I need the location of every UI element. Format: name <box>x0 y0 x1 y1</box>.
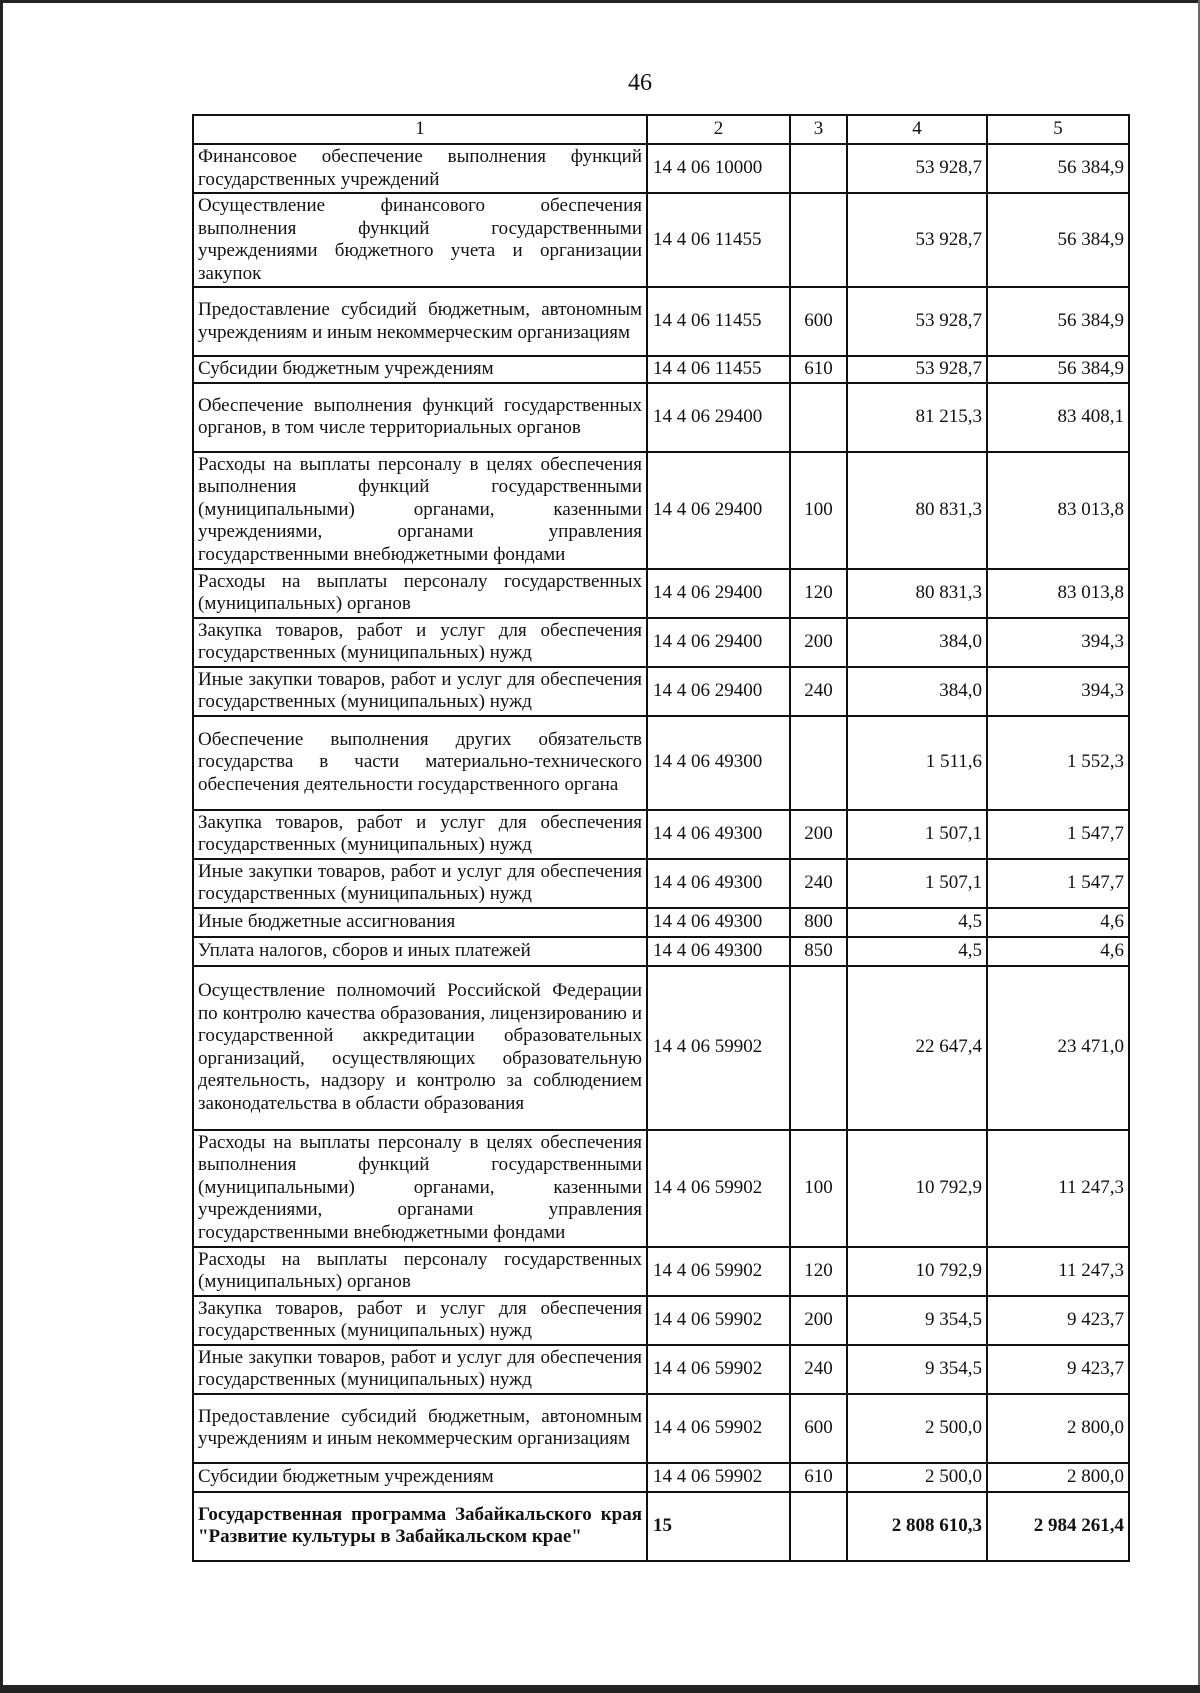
amount-year-2-cell: 4,6 <box>987 908 1129 937</box>
expense-type-cell: 850 <box>790 937 847 966</box>
expense-name-cell: Закупка товаров, работ и услуг для обеспечения государственных (муниципальных) нужд <box>193 1296 647 1345</box>
amount-year-2-cell: 56 384,9 <box>987 193 1129 287</box>
amount-year-2-cell: 9 423,7 <box>987 1296 1129 1345</box>
target-code-cell: 14 4 06 10000 <box>647 144 790 193</box>
table-row <box>193 1463 1129 1492</box>
expense-name-cell: Расходы на выплаты персоналу государственных (муниципальных) органов <box>193 569 647 618</box>
amount-year-1-cell: 2 500,0 <box>847 1394 987 1463</box>
header-col-3: 3 <box>790 115 847 144</box>
amount-year-1-cell: 2 500,0 <box>847 1463 987 1492</box>
expense-type-cell <box>790 144 847 193</box>
amount-year-1-cell: 53 928,7 <box>847 144 987 193</box>
amount-year-1-cell: 384,0 <box>847 667 987 716</box>
table-row <box>193 287 1129 356</box>
amount-year-1-cell: 22 647,4 <box>847 966 987 1130</box>
amount-year-2-cell: 1 552,3 <box>987 716 1129 810</box>
page-number: 46 <box>628 70 652 96</box>
expense-type-cell <box>790 193 847 287</box>
target-code-cell: 14 4 06 49300 <box>647 810 790 859</box>
expense-name-cell: Иные закупки товаров, работ и услуг для обеспечения государственных (муниципальных) нужд <box>193 1345 647 1394</box>
target-code-cell: 14 4 06 59902 <box>647 1463 790 1492</box>
amount-year-2-cell: 83 408,1 <box>987 383 1129 452</box>
expense-type-cell: 240 <box>790 667 847 716</box>
amount-year-1-cell: 1 507,1 <box>847 810 987 859</box>
expense-type-cell: 600 <box>790 1394 847 1463</box>
table-row <box>193 193 1129 287</box>
target-code-cell: 14 4 06 59902 <box>647 1345 790 1394</box>
scan-edge-top <box>0 0 1200 3</box>
table-row <box>193 908 1129 937</box>
expense-name-cell: Расходы на выплаты персоналу в целях обеспечения выполнения функций государственными (муниципальными) органами, казенными учреждениями, органами управления государственными внебюджетными фондами <box>193 1130 647 1247</box>
amount-year-2-cell: 2 800,0 <box>987 1394 1129 1463</box>
expense-type-cell <box>790 966 847 1130</box>
target-code-cell: 14 4 06 49300 <box>647 859 790 908</box>
table-row <box>193 966 1129 1130</box>
expense-type-cell: 610 <box>790 356 847 383</box>
target-code-cell: 14 4 06 29400 <box>647 618 790 667</box>
expense-name-cell: Обеспечение выполнения других обязательств государства в части материально-технического обеспечения деятельности государственного органа <box>193 716 647 810</box>
table-row <box>193 383 1129 452</box>
amount-year-2-cell: 4,6 <box>987 937 1129 966</box>
target-code-cell: 14 4 06 29400 <box>647 569 790 618</box>
expense-name-cell: Закупка товаров, работ и услуг для обеспечения государственных (муниципальных) нужд <box>193 618 647 667</box>
expense-type-cell: 100 <box>790 452 847 569</box>
amount-year-2-cell: 2 800,0 <box>987 1463 1129 1492</box>
expense-name-cell: Уплата налогов, сборов и иных платежей <box>193 937 647 966</box>
table-row <box>193 716 1129 810</box>
amount-year-2-cell: 11 247,3 <box>987 1130 1129 1247</box>
header-col-1: 1 <box>193 115 647 144</box>
amount-year-1-cell: 10 792,9 <box>847 1247 987 1296</box>
target-code-cell: 14 4 06 59902 <box>647 1130 790 1247</box>
amount-year-1-cell: 10 792,9 <box>847 1130 987 1247</box>
header-col-4: 4 <box>847 115 987 144</box>
expense-type-cell: 610 <box>790 1463 847 1492</box>
expense-type-cell: 600 <box>790 287 847 356</box>
amount-year-2-cell: 11 247,3 <box>987 1247 1129 1296</box>
expense-type-cell <box>790 383 847 452</box>
amount-year-1-cell: 81 215,3 <box>847 383 987 452</box>
table-row <box>193 618 1129 667</box>
table-row <box>193 452 1129 569</box>
target-code-cell: 14 4 06 29400 <box>647 383 790 452</box>
amount-year-1-cell: 2 808 610,3 <box>847 1492 987 1561</box>
amount-year-2-cell: 1 547,7 <box>987 859 1129 908</box>
amount-year-2-cell: 394,3 <box>987 667 1129 716</box>
expense-name-cell: Иные бюджетные ассигнования <box>193 908 647 937</box>
target-code-cell: 14 4 06 29400 <box>647 452 790 569</box>
expense-name-cell: Обеспечение выполнения функций государственных органов, в том числе территориальных органов <box>193 383 647 452</box>
table-body <box>193 144 1129 1561</box>
amount-year-1-cell: 1 511,6 <box>847 716 987 810</box>
amount-year-1-cell: 53 928,7 <box>847 356 987 383</box>
amount-year-1-cell: 9 354,5 <box>847 1345 987 1394</box>
table-row <box>193 859 1129 908</box>
table-row <box>193 1394 1129 1463</box>
expense-type-cell <box>790 716 847 810</box>
expense-name-cell: Финансовое обеспечение выполнения функций государственных учреждений <box>193 144 647 193</box>
target-code-cell: 14 4 06 49300 <box>647 716 790 810</box>
target-code-cell: 15 <box>647 1492 790 1561</box>
amount-year-2-cell: 394,3 <box>987 618 1129 667</box>
amount-year-1-cell: 4,5 <box>847 937 987 966</box>
table-row <box>193 1130 1129 1247</box>
expense-type-cell: 240 <box>790 1345 847 1394</box>
amount-year-2-cell: 56 384,9 <box>987 144 1129 193</box>
target-code-cell: 14 4 06 59902 <box>647 1247 790 1296</box>
header-row <box>193 115 1129 144</box>
table-row <box>193 569 1129 618</box>
expense-name-cell: Расходы на выплаты персоналу в целях обеспечения выполнения функций государственными (муниципальными) органами, казенными учреждениями, органами управления государственными внебюджетными фондами <box>193 452 647 569</box>
amount-year-2-cell: 83 013,8 <box>987 569 1129 618</box>
amount-year-2-cell: 2 984 261,4 <box>987 1492 1129 1561</box>
header-col-2: 2 <box>647 115 790 144</box>
expense-type-cell: 100 <box>790 1130 847 1247</box>
table-row <box>193 1345 1129 1394</box>
amount-year-1-cell: 1 507,1 <box>847 859 987 908</box>
expense-name-cell: Расходы на выплаты персоналу государственных (муниципальных) органов <box>193 1247 647 1296</box>
amount-year-1-cell: 80 831,3 <box>847 452 987 569</box>
amount-year-1-cell: 80 831,3 <box>847 569 987 618</box>
amount-year-2-cell: 9 423,7 <box>987 1345 1129 1394</box>
expense-name-cell: Предоставление субсидий бюджетным, автономным учреждениям и иным некоммерческим организациям <box>193 287 647 356</box>
expense-name-cell: Субсидии бюджетным учреждениям <box>193 356 647 383</box>
target-code-cell: 14 4 06 49300 <box>647 937 790 966</box>
expense-type-cell <box>790 1492 847 1561</box>
expense-name-cell: Закупка товаров, работ и услуг для обеспечения государственных (муниципальных) нужд <box>193 810 647 859</box>
target-code-cell: 14 4 06 59902 <box>647 966 790 1130</box>
target-code-cell: 14 4 06 11455 <box>647 356 790 383</box>
table-row <box>193 667 1129 716</box>
target-code-cell: 14 4 06 49300 <box>647 908 790 937</box>
amount-year-1-cell: 384,0 <box>847 618 987 667</box>
expense-name-cell: Иные закупки товаров, работ и услуг для обеспечения государственных (муниципальных) нужд <box>193 859 647 908</box>
table-row <box>193 1247 1129 1296</box>
scan-edge-left <box>0 0 3 1693</box>
expense-type-cell: 200 <box>790 810 847 859</box>
expense-name-cell: Осуществление финансового обеспечения выполнения функций государственными учреждениями бюджетного учета и организации закупок <box>193 193 647 287</box>
scan-edge-bottom <box>0 1685 1200 1693</box>
expense-type-cell: 200 <box>790 1296 847 1345</box>
expense-type-cell: 120 <box>790 1247 847 1296</box>
table-row <box>193 356 1129 383</box>
expense-type-cell: 120 <box>790 569 847 618</box>
budget-table <box>192 114 1130 1562</box>
table-row <box>193 1492 1129 1561</box>
expense-name-cell: Субсидии бюджетным учреждениям <box>193 1463 647 1492</box>
target-code-cell: 14 4 06 59902 <box>647 1296 790 1345</box>
table-row <box>193 144 1129 193</box>
amount-year-1-cell: 53 928,7 <box>847 193 987 287</box>
amount-year-2-cell: 56 384,9 <box>987 356 1129 383</box>
amount-year-2-cell: 23 471,0 <box>987 966 1129 1130</box>
expense-type-cell: 200 <box>790 618 847 667</box>
table-header <box>193 115 1129 144</box>
expense-type-cell: 240 <box>790 859 847 908</box>
amount-year-2-cell: 56 384,9 <box>987 287 1129 356</box>
amount-year-1-cell: 53 928,7 <box>847 287 987 356</box>
table-row <box>193 1296 1129 1345</box>
table-row <box>193 810 1129 859</box>
target-code-cell: 14 4 06 29400 <box>647 667 790 716</box>
expense-name-cell: Предоставление субсидий бюджетным, автономным учреждениям и иным некоммерческим организациям <box>193 1394 647 1463</box>
target-code-cell: 14 4 06 11455 <box>647 193 790 287</box>
amount-year-1-cell: 9 354,5 <box>847 1296 987 1345</box>
header-col-5: 5 <box>987 115 1129 144</box>
expense-name-cell: Иные закупки товаров, работ и услуг для обеспечения государственных (муниципальных) нужд <box>193 667 647 716</box>
target-code-cell: 14 4 06 59902 <box>647 1394 790 1463</box>
amount-year-2-cell: 83 013,8 <box>987 452 1129 569</box>
target-code-cell: 14 4 06 11455 <box>647 287 790 356</box>
expense-name-cell: Осуществление полномочий Российской Федерации по контролю качества образования, лицензированию и государственной аккредитации образовательных организаций, осуществляющих образовательную деятельность, надзору и контролю за соблюдением законодательства в области образования <box>193 966 647 1130</box>
table-row <box>193 937 1129 966</box>
expense-name-cell: Государственная программа Забайкальского края "Развитие культуры в Забайкальском крае" <box>193 1492 647 1561</box>
expense-type-cell: 800 <box>790 908 847 937</box>
amount-year-2-cell: 1 547,7 <box>987 810 1129 859</box>
amount-year-1-cell: 4,5 <box>847 908 987 937</box>
